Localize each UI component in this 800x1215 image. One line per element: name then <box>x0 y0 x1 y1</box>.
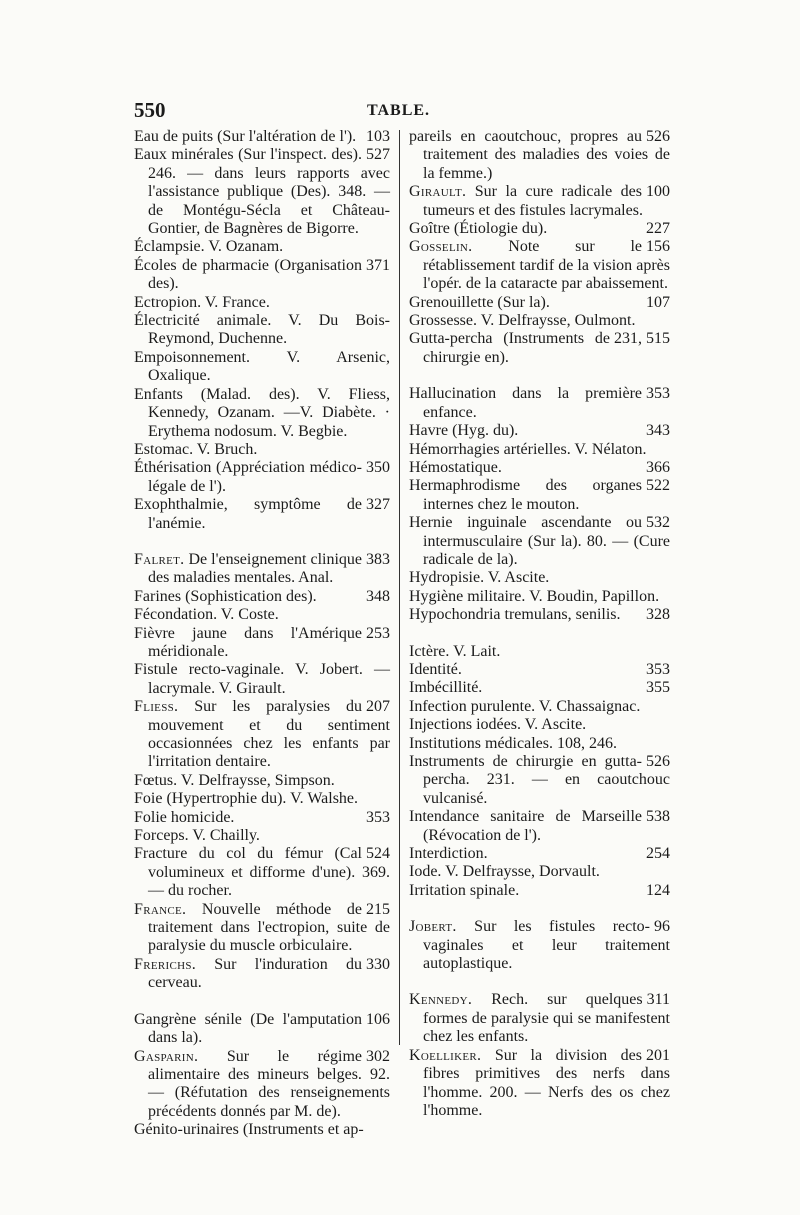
entry-text: Fracture du col du fémur (Cal volumineux et difforme d'une). 369. — du rocher. <box>134 845 390 900</box>
index-entry <box>134 956 390 993</box>
column-divider <box>399 130 400 1045</box>
index-entry <box>409 643 670 661</box>
page-header <box>134 98 670 124</box>
entry-text: Hypochondria tremulans, senilis. <box>409 606 621 624</box>
entry-page-ref: 524 <box>366 845 390 863</box>
index-entry <box>134 845 390 900</box>
entry-author: Jobert. <box>409 918 457 936</box>
entry-text: Eau de puits (Sur l'altération de l'). <box>134 128 357 145</box>
letter-section-gap <box>409 367 670 385</box>
entry-page-ref: 353 <box>646 660 670 678</box>
entry-text: Hygiène militaire. V. Boudin, Papillon. <box>409 587 660 605</box>
entry-page-ref: 538 <box>646 808 670 826</box>
index-entry <box>134 827 390 845</box>
entry-text: Ictère. V. Lait. <box>409 642 501 660</box>
index-entry <box>409 330 670 367</box>
entry-page-ref: 383 <box>366 550 390 568</box>
entry-text: Fièvre jaune dans l'Amérique méridionale. <box>134 624 362 660</box>
letter-section-gap <box>409 900 670 918</box>
index-entry <box>134 146 390 238</box>
index-entry <box>409 477 670 514</box>
entry-page-ref: 328 <box>646 606 670 624</box>
entry-author: Frerichs. <box>134 955 197 973</box>
entry-page-ref: 311 <box>646 991 670 1009</box>
index-entry <box>409 698 670 716</box>
index-entry <box>134 790 390 808</box>
entry-text: Sur les fistules recto-vaginales et leur traitement autoplastique. <box>423 918 670 973</box>
entry-text: Note sur le rétablissement tardif de la vision après l'opér. de la cataracte par abaissement. <box>423 238 670 293</box>
index-entry <box>409 808 670 845</box>
entry-page-ref: 100 <box>646 183 670 201</box>
entry-text: Hémorrhagies artérielles. V. Nélaton. <box>409 440 647 458</box>
entry-page-ref: 156 <box>646 238 670 256</box>
index-entry <box>409 753 670 808</box>
entry-text: Imbécillité. <box>409 679 483 697</box>
entry-text: Iode. V. Delfraysse, Dorvault. <box>409 863 600 881</box>
index-entry <box>409 459 670 477</box>
index-entry <box>409 441 670 459</box>
entry-text: Instruments de chirurgie en gutta-percha. 231. — en caoutchouc vulcanisé. <box>409 753 670 807</box>
entry-author: Girault. <box>409 183 467 201</box>
entry-text: Havre (Hyg. du). <box>409 422 519 440</box>
index-entry <box>134 1048 390 1122</box>
entry-text: Intendance sanitaire de Marseille (Révocation de l'). <box>409 808 642 844</box>
entry-text: Éclampsie. V. Ozanam. <box>134 238 284 256</box>
letter-section-gap <box>134 993 390 1011</box>
entry-text: Estomac. V. Bruch. <box>134 440 258 458</box>
index-entry <box>134 1011 390 1048</box>
index-entry <box>134 349 390 386</box>
index-entry <box>409 606 670 624</box>
entry-author: France. <box>134 900 187 918</box>
entry-page-ref: 231, 515 <box>614 330 670 348</box>
entry-page-ref: 201 <box>646 1046 670 1064</box>
index-entry <box>134 772 390 790</box>
index-entry <box>409 128 670 183</box>
index-entry <box>134 809 390 827</box>
entry-text: Électricité animale. V. Du Bois-Reymond, Duchenne. <box>134 312 390 348</box>
index-entry <box>409 716 670 734</box>
entry-text: Sur les paralysies du mouvement et du sentiment occasionnées chez les enfants par l'irritation dentaire. <box>148 698 390 771</box>
entry-text: Gangrène sénile (De l'amputation dans la). <box>134 1010 362 1047</box>
entry-text: Écoles de pharmacie (Organisation des). <box>134 256 362 293</box>
entry-text: Éthérisation (Appréciation médico-légale de l'). <box>134 459 362 495</box>
entry-text: Hémostatique. <box>409 458 502 476</box>
index-entry <box>409 514 670 569</box>
entry-text: pareils en caoutchouc, propres au traitement des maladies des voies de la femme.) <box>409 128 670 182</box>
entry-page-ref: 207 <box>366 698 390 716</box>
entry-page-ref: 350 <box>366 459 390 477</box>
index-entry <box>134 238 390 256</box>
entry-page-ref: 343 <box>646 422 670 440</box>
entry-text: Identité. <box>409 660 462 678</box>
index-entry <box>134 496 390 533</box>
entry-text: Hermaphrodisme des organes internes chez le mouton. <box>409 477 642 513</box>
letter-section-gap <box>134 533 390 551</box>
entry-text: Hernie inguinale ascendante ou intermusculaire (Sur la). 80. — (Cure radicale de la). <box>409 514 670 568</box>
index-entry <box>134 661 390 698</box>
entry-author: Gasparin. <box>134 1047 199 1065</box>
entry-author: Gosselin. <box>409 238 473 256</box>
index-entry <box>134 312 390 349</box>
entry-text: Fistule recto-vaginale. V. Jobert. — lacrymale. V. Girault. <box>134 661 390 697</box>
entry-text: Sur le régime alimentaire des mineurs belges. 92. — (Réfutation des renseignements précédents donnés par M. de). <box>148 1047 390 1120</box>
entry-text: Eaux minérales (Sur l'inspect. des). 246. — dans leurs rapports avec l'assistance publique (Des). 348. — de Montégu-Sécla et Château-Gontier, de Bagnères de Bigorre. <box>134 146 390 238</box>
index-entry <box>134 606 390 624</box>
entry-text: Grenouillette (Sur la). <box>409 293 550 311</box>
index-entry <box>409 569 670 587</box>
index-entry <box>134 698 390 772</box>
index-entry <box>409 918 670 973</box>
entry-text: De l'enseignement clinique des maladies mentales. Anal. <box>148 550 363 587</box>
entry-text: Interdiction. <box>409 845 488 863</box>
entry-page-ref: 526 <box>646 128 670 145</box>
index-entry <box>134 386 390 441</box>
entry-page-ref: 227 <box>646 220 670 238</box>
entry-text: Nouvelle méthode de traitement dans l'ectropion, suite de paralysie du muscle orbiculaire. <box>148 900 390 955</box>
index-entry <box>134 551 390 588</box>
index-entry <box>409 882 670 900</box>
entry-text: Hallucination dans la première enfance. <box>409 385 642 421</box>
index-entry <box>134 294 390 312</box>
index-column-right <box>409 128 670 1120</box>
entry-text: Génito-urinaires (Instruments et ap- <box>134 1121 364 1139</box>
index-entry <box>409 183 670 220</box>
index-entry <box>134 625 390 662</box>
entry-author: Kennedy. <box>409 991 473 1009</box>
index-entry <box>134 257 390 294</box>
index-entry <box>409 238 670 293</box>
entry-page-ref: 302 <box>366 1047 390 1065</box>
index-entry <box>409 220 670 238</box>
entry-author: Fliess. <box>134 698 179 716</box>
index-entry <box>409 735 670 753</box>
entry-page-ref: 107 <box>646 293 670 311</box>
index-entry <box>134 588 390 606</box>
entry-page-ref: 124 <box>646 881 670 899</box>
entry-text: Forceps. V. Chailly. <box>134 827 260 845</box>
entry-text: Farines (Sophistication des). <box>134 587 317 605</box>
index-entry <box>409 991 670 1046</box>
entry-text: Goître (Étiologie du). <box>409 220 548 238</box>
entry-page-ref: 348 <box>366 587 390 605</box>
index-entry <box>134 901 390 956</box>
entry-page-ref: 522 <box>646 477 670 495</box>
entry-text: Hydropisie. V. Ascite. <box>409 569 550 587</box>
index-entry <box>134 441 390 459</box>
entry-text: Grossesse. V. Delfraysse, Oulmont. <box>409 312 636 330</box>
index-entry <box>409 294 670 312</box>
entry-text: Ectropion. V. France. <box>134 293 270 311</box>
entry-text: Sur la division des fibres primitives des nerfs dans l'homme. 200. — Nerfs des os chez l'homme. <box>423 1046 670 1119</box>
entry-author: Koelliker. <box>409 1046 482 1064</box>
running-head: TABLE. <box>367 102 431 119</box>
entry-page-ref: 532 <box>646 514 670 532</box>
index-entry <box>409 312 670 330</box>
entry-text: Injections iodées. V. Ascite. <box>409 716 587 734</box>
entry-page-ref: 106 <box>366 1010 390 1028</box>
entry-page-ref: 353 <box>366 808 390 826</box>
entry-text: Infection purulente. V. Chassaignac. <box>409 697 641 715</box>
entry-text: Gutta-percha (Instruments de chirurgie en). <box>409 330 610 366</box>
letter-section-gap <box>409 973 670 991</box>
entry-text: Folie homicide. <box>134 808 235 826</box>
index-entry <box>409 422 670 440</box>
entry-page-ref: 96 <box>654 918 670 936</box>
index-entry <box>134 459 390 496</box>
entry-text: Rech. sur quelques formes de paralysie qui se manifestent chez les enfants. <box>423 991 670 1046</box>
entry-text: Exophthalmie, symptôme de l'anémie. <box>134 496 362 532</box>
entry-text: Fécondation. V. Coste. <box>134 606 279 624</box>
entry-page-ref: 330 <box>366 955 390 973</box>
entry-page-ref: 103 <box>366 128 390 145</box>
entry-text: Fœtus. V. Delfraysse, Simpson. <box>134 771 335 789</box>
index-entry <box>409 661 670 679</box>
entry-text: Empoisonnement. V. Arsenic, Oxalique. <box>134 348 390 385</box>
index-column-left <box>134 128 390 1140</box>
entry-text: Institutions médicales. 108, 246. <box>409 734 617 752</box>
entry-text: Foie (Hypertrophie du). V. Walshe. <box>134 790 359 808</box>
letter-section-gap <box>409 625 670 643</box>
entry-page-ref: 353 <box>646 385 670 403</box>
page-number: 550 <box>134 98 166 122</box>
entry-page-ref: 526 <box>646 753 670 770</box>
index-entry <box>134 1121 390 1139</box>
index-entry <box>409 845 670 863</box>
index-entry <box>409 863 670 881</box>
entry-page-ref: 366 <box>646 458 670 476</box>
index-entry <box>134 128 390 146</box>
entry-text: Irritation spinale. <box>409 881 520 899</box>
entry-page-ref: 254 <box>646 845 670 863</box>
index-entry <box>409 588 670 606</box>
index-entry <box>409 1047 670 1121</box>
entry-text: Enfants (Malad. des). V. Fliess, Kennedy, Ozanam. —V. Diabète. · Erythema nodosum. V. Begbie. <box>134 385 390 440</box>
entry-page-ref: 527 <box>366 146 390 164</box>
index-entry <box>409 385 670 422</box>
entry-page-ref: 327 <box>366 496 390 514</box>
entry-page-ref: 215 <box>366 900 390 918</box>
entry-page-ref: 355 <box>646 679 670 697</box>
index-entry <box>409 679 670 697</box>
entry-text: Sur l'induration du cerveau. <box>148 955 362 992</box>
entry-page-ref: 371 <box>366 256 390 274</box>
entry-page-ref: 253 <box>366 624 390 642</box>
entry-author: Falret. <box>134 550 185 568</box>
entry-text: Sur la cure radicale des tumeurs et des fistules lacrymales. <box>423 183 643 219</box>
